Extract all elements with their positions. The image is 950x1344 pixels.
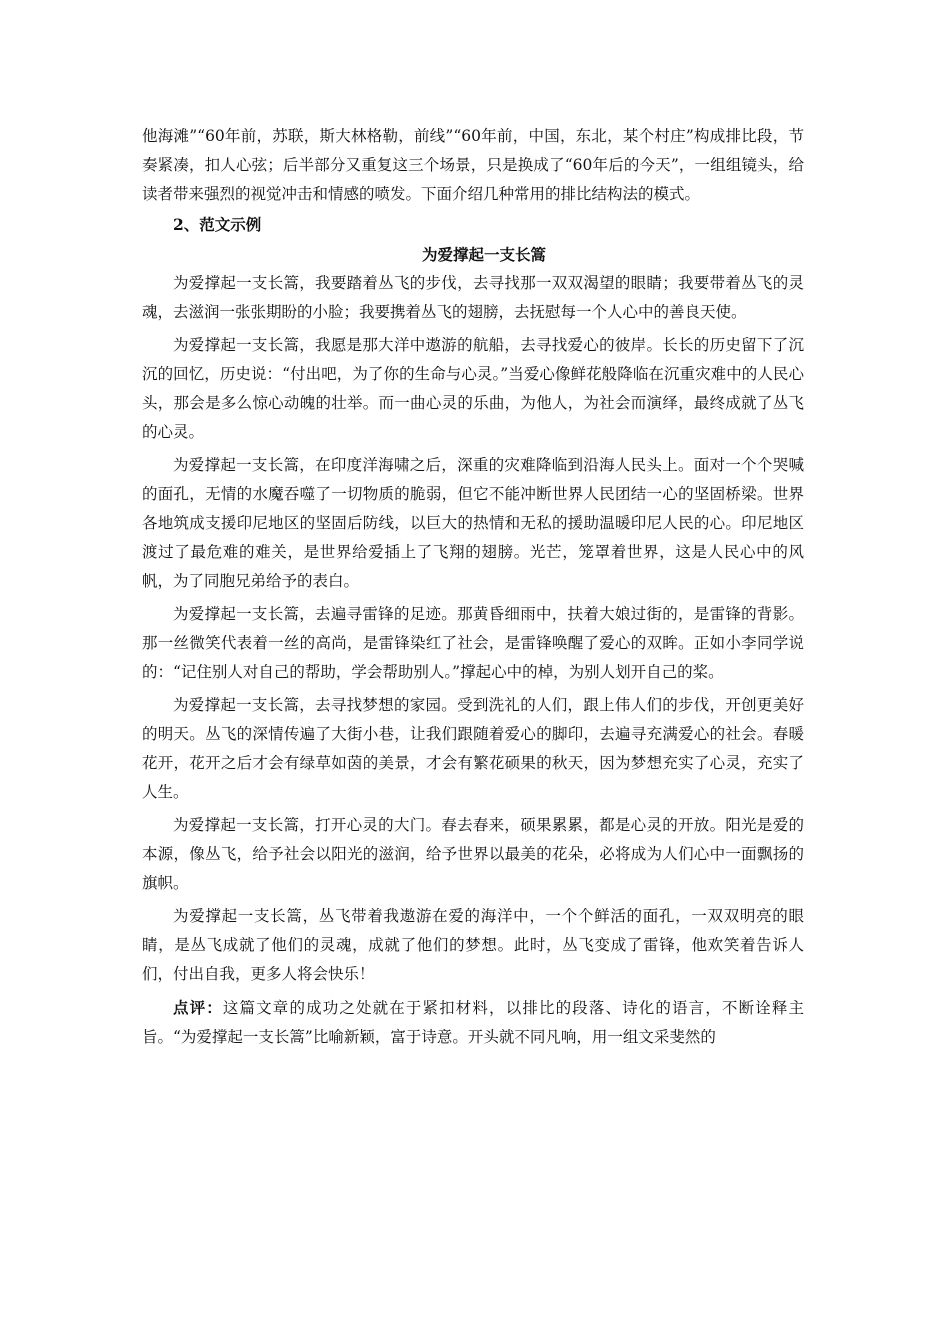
section-heading: 2、范文示例 xyxy=(173,215,262,234)
comment-paragraph xyxy=(142,993,804,1052)
essay-paragraph-7: 为爱撑起一支长篙，丛飞带着我遨游在爱的海洋中，一个个鲜活的面孔，一双双明亮的眼睛，是丛飞成就了他们的灵魂，成就了他们的梦想。此时，丛飞变成了雷锋，他欢笑着告诉人们，付出自我，更多人将会快乐！ xyxy=(142,907,804,983)
comment-text: 这篇文章的成功之处就在于紧扣材料，以排比的段落、诗化的语言，不断诠释主旨。“为爱撑起一支长篙”比喻新颖，富于诗意。开头就不同凡响，用一组文采斐然的 xyxy=(142,999,804,1046)
essay-paragraph-2: 为爱撑起一支长篙，我愿是那大洋中遨游的航船，去寻找爱心的彼岸。长长的历史留下了沉沉的回忆，历史说：“付出吧，为了你的生命与心灵。”当爱心像鲜花般降临在沉重灾难中的人民心头，那会是多么惊心动魄的壮举。而一曲心灵的乐曲，为他人，为社会而演绎，最终成就了丛飞的心灵。 xyxy=(142,336,804,441)
comment-label: 点评： xyxy=(173,998,223,1017)
essay-paragraph-4: 为爱撑起一支长篙，去遍寻雷锋的足迹。那黄昏细雨中，扶着大娘过街的，是雷锋的背影。那一丝微笑代表着一丝的高尚，是雷锋染红了社会，是雷锋唤醒了爱心的双眸。正如小李同学说的：“记住别人对自己的帮助，学会帮助别人。”撑起心中的棹，为别人划开自己的桨。 xyxy=(142,605,804,681)
essay-paragraph-1: 为爱撑起一支长篙，我要踏着丛飞的步伐，去寻找那一双双渴望的眼睛；我要带着丛飞的灵魂，去滋润一张张期盼的小脸；我要携着丛飞的翅膀，去抚慰每一个人心中的善良天使。 xyxy=(142,274,804,321)
intro-paragraph: 他海滩”“60年前，苏联，斯大林格勒，前线”“60年前，中国，东北，某个村庄”构成排比段，节奏紧凑，扣人心弦；后半部分又重复这三个场景，只是换成了“60年后的今天”，一组组镜头，给读者带来强烈的视觉冲击和情感的喷发。下面介绍几种常用的排比结构法的模式。 xyxy=(142,127,804,203)
essay-title: 为爱撑起一支长篙 xyxy=(421,245,546,264)
document-page xyxy=(142,122,804,1052)
essay-paragraph-5: 为爱撑起一支长篙，去寻找梦想的家园。受到洗礼的人们，跟上伟人们的步伐，开创更美好的明天。丛飞的深情传遍了大街小巷，让我们跟随着爱心的脚印，去遍寻充满爱心的社会。春暖花开，花开之后才会有绿草如茵的美景，才会有繁花硕果的秋天，因为梦想充实了心灵，充实了人生。 xyxy=(142,696,804,801)
essay-paragraph-3: 为爱撑起一支长篙，在印度洋海啸之后，深重的灾难降临到沿海人民头上。面对一个个哭喊的面孔，无情的水魔吞噬了一切物质的脆弱，但它不能冲断世界人民团结一心的坚固桥梁。世界各地筑成支援印尼地区的坚固后防线，以巨大的热情和无私的援助温暖印尼人民的心。印尼地区渡过了最危难的难关，是世界给爱插上了飞翔的翅膀。光芒，笼罩着世界，这是人民心中的风帆，为了同胞兄弟给予的表白。 xyxy=(142,456,804,590)
essay-paragraph-6: 为爱撑起一支长篙，打开心灵的大门。春去春来，硕果累累，都是心灵的开放。阳光是爱的本源，像丛飞，给予社会以阳光的滋润，给予世界以最美的花朵，必将成为人们心中一面飘扬的旗帜。 xyxy=(142,816,804,892)
